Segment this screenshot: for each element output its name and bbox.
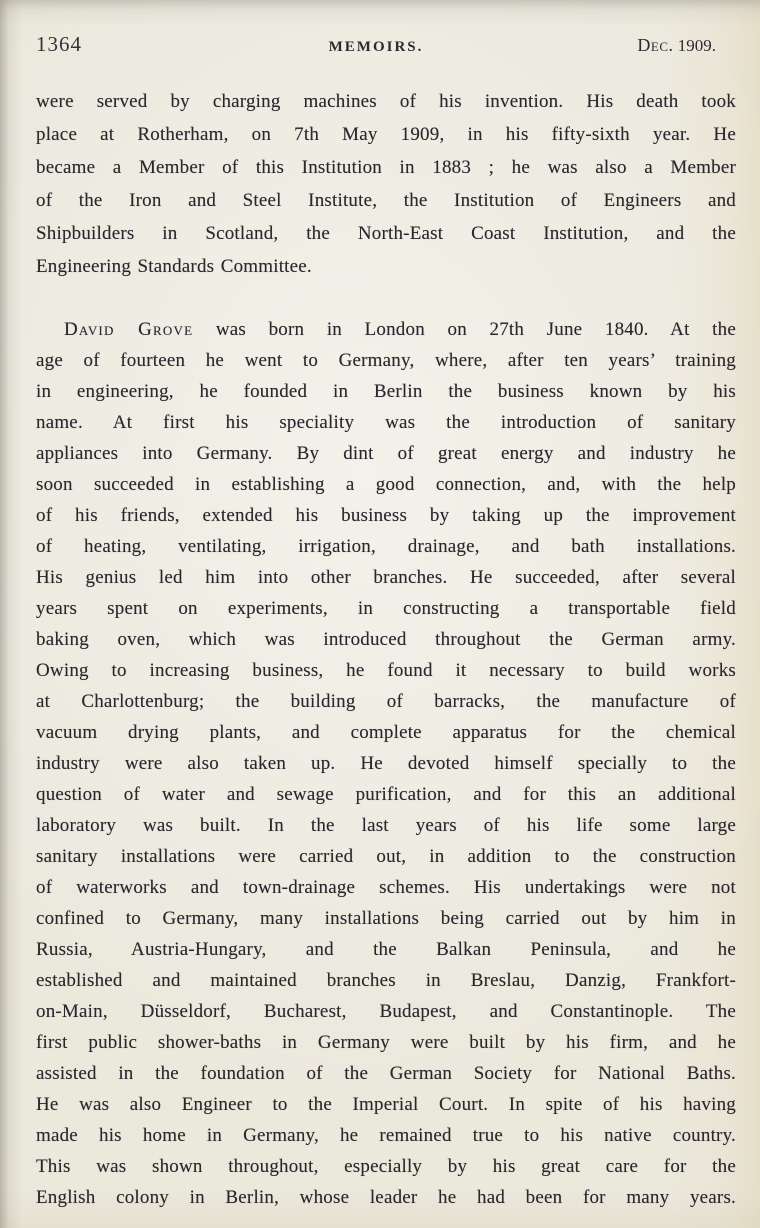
- text-fragment: was born in London on 27th June 1840. At the: [193, 319, 736, 340]
- running-title: MEMOIRS.: [328, 39, 424, 55]
- text-line: of waterworks and town-drainage schemes. His undertakings were not: [36, 877, 736, 898]
- text-line: Engineering Standards Committee.: [36, 256, 312, 277]
- text-line: in engineering, he founded in Berlin the business known by his: [36, 381, 736, 402]
- text-line: years spent on experiments, in constructing a transportable field: [36, 598, 736, 619]
- text-line: question of water and sewage purification, and for this an additional: [36, 784, 736, 805]
- text-line: age of fourteen he went to Germany, where, after ten years’ training: [36, 350, 736, 371]
- issue-date: [489, 35, 736, 56]
- text-line: soon succeeded in establishing a good connection, and, with the help: [36, 474, 736, 495]
- text-line: [36, 314, 736, 345]
- memoir-body: [36, 85, 736, 1213]
- subject-name: David Grove: [64, 319, 194, 340]
- text-line: laboratory was built. In the last years of his life some large: [36, 815, 736, 836]
- text-line: at Charlottenburg; the building of barracks, the manufacture of: [36, 691, 736, 712]
- text-line: name. At first his speciality was the introduction of sanitary: [36, 412, 736, 433]
- text-line: established and maintained branches in Breslau, Danzig, Frankfort-: [36, 970, 736, 991]
- page-number: 1364: [36, 32, 82, 56]
- text-line: confined to Germany, many installations being carried out by him in: [36, 908, 736, 929]
- text-line: sanitary installations were carried out, in addition to the construction: [36, 846, 736, 867]
- text-line: English colony in Berlin, whose leader he had been for many years.: [36, 1187, 736, 1208]
- text-line: on-Main, Düsseldorf, Bucharest, Budapest, and Constantinople. The: [36, 1001, 736, 1022]
- paragraph-continuation: [36, 85, 736, 283]
- text-line: vacuum drying plants, and complete apparatus for the chemical: [36, 722, 736, 743]
- text-line: of his friends, extended his business by taking up the improvement: [36, 505, 736, 526]
- text-line: appliances into Germany. By dint of great energy and industry he: [36, 443, 736, 464]
- text-line: place at Rotherham, on 7th May 1909, in his fifty-sixth year. He: [36, 124, 736, 145]
- issue-year: 1909.: [677, 36, 717, 55]
- text-line: became a Member of this Institution in 1883 ; he was also a Member: [36, 157, 736, 178]
- text-line: made his home in Germany, he remained true to his native country.: [36, 1125, 736, 1146]
- text-line: were served by charging machines of his invention. His death took: [36, 91, 736, 112]
- text-line: His genius led him into other branches. He succeeded, after several: [36, 567, 736, 588]
- text-line: Shipbuilders in Scotland, the North-East Coast Institution, and the: [36, 223, 736, 244]
- text-line: first public shower-baths in Germany were built by his firm, and he: [36, 1032, 736, 1053]
- text-line: Russia, Austria-Hungary, and the Balkan Peninsula, and he: [36, 939, 736, 960]
- text-line: of heating, ventilating, irrigation, drainage, and bath installations.: [36, 536, 736, 557]
- text-line: He was also Engineer to the Imperial Court. In spite of his having: [36, 1094, 736, 1115]
- text-line: This was shown throughout, especially by his great care for the: [36, 1156, 736, 1177]
- text-line: baking oven, which was introduced throughout the German army.: [36, 629, 736, 650]
- running-head: [36, 32, 736, 57]
- issue-month: Dec.: [637, 35, 674, 55]
- text-line: Owing to increasing business, he found it necessary to build works: [36, 660, 736, 681]
- text-line: of the Iron and Steel Institute, the Institution of Engineers and: [36, 190, 736, 211]
- paragraph-david-grove: [36, 314, 736, 1213]
- text-line: industry were also taken up. He devoted himself specially to the: [36, 753, 736, 774]
- text-line: assisted in the foundation of the German Society for National Baths.: [36, 1063, 736, 1084]
